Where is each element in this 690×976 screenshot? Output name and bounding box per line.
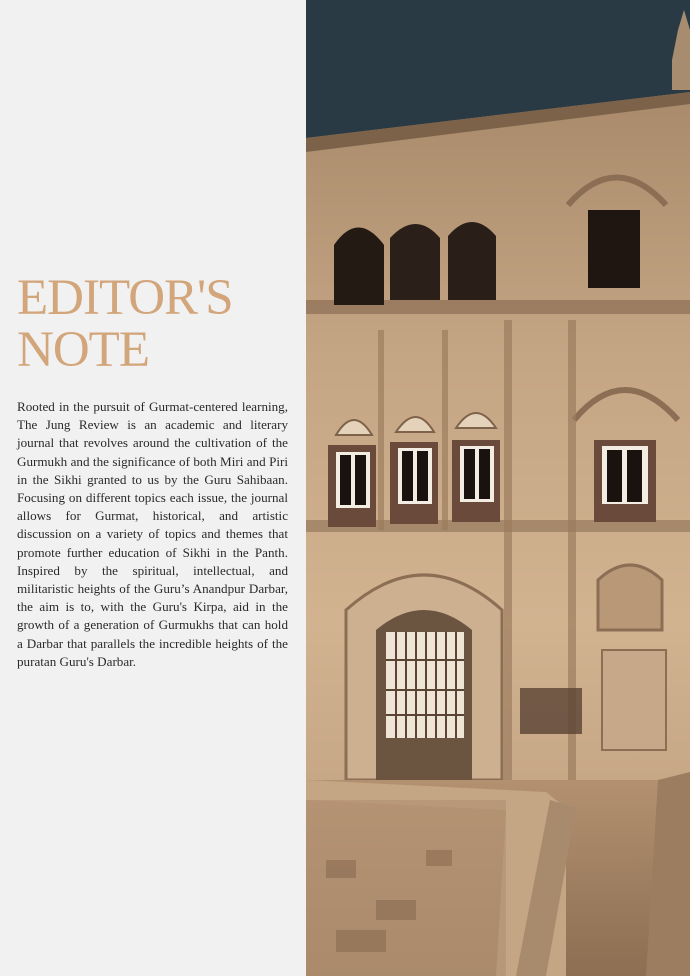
page-title	[17, 272, 297, 376]
text-panel	[0, 0, 306, 976]
historic-building-photo	[306, 0, 690, 976]
title-line-1: EDITOR'S	[17, 270, 233, 326]
editors-note-body: Rooted in the pursuit of Gurmat-centered learning, The Jung Review is an academic and literary journal that revolves around the cultivation of the Gurmukh and the significance of both Miri and Piri in the Sikhi granted to us by the Guru Sahibaan. Focusing on different topics each issue, the journal allows for Gurmat, historical, and artistic discussion on a variety of topics and themes that promote further education of Sikhi in the Panth. Inspired by the spiritual, intellectual, and militaristic heights of the Guru’s Anandpur Darbar, the aim is to, with the Guru's Kirpa, aid in the growth of a generation of Gurmukhs that can hold a Darbar that parallels the incredible heights of the puratan Guru's Darbar.	[17, 399, 288, 669]
lower-arch-door	[346, 575, 502, 780]
title-line-2: NOTE	[17, 322, 149, 378]
